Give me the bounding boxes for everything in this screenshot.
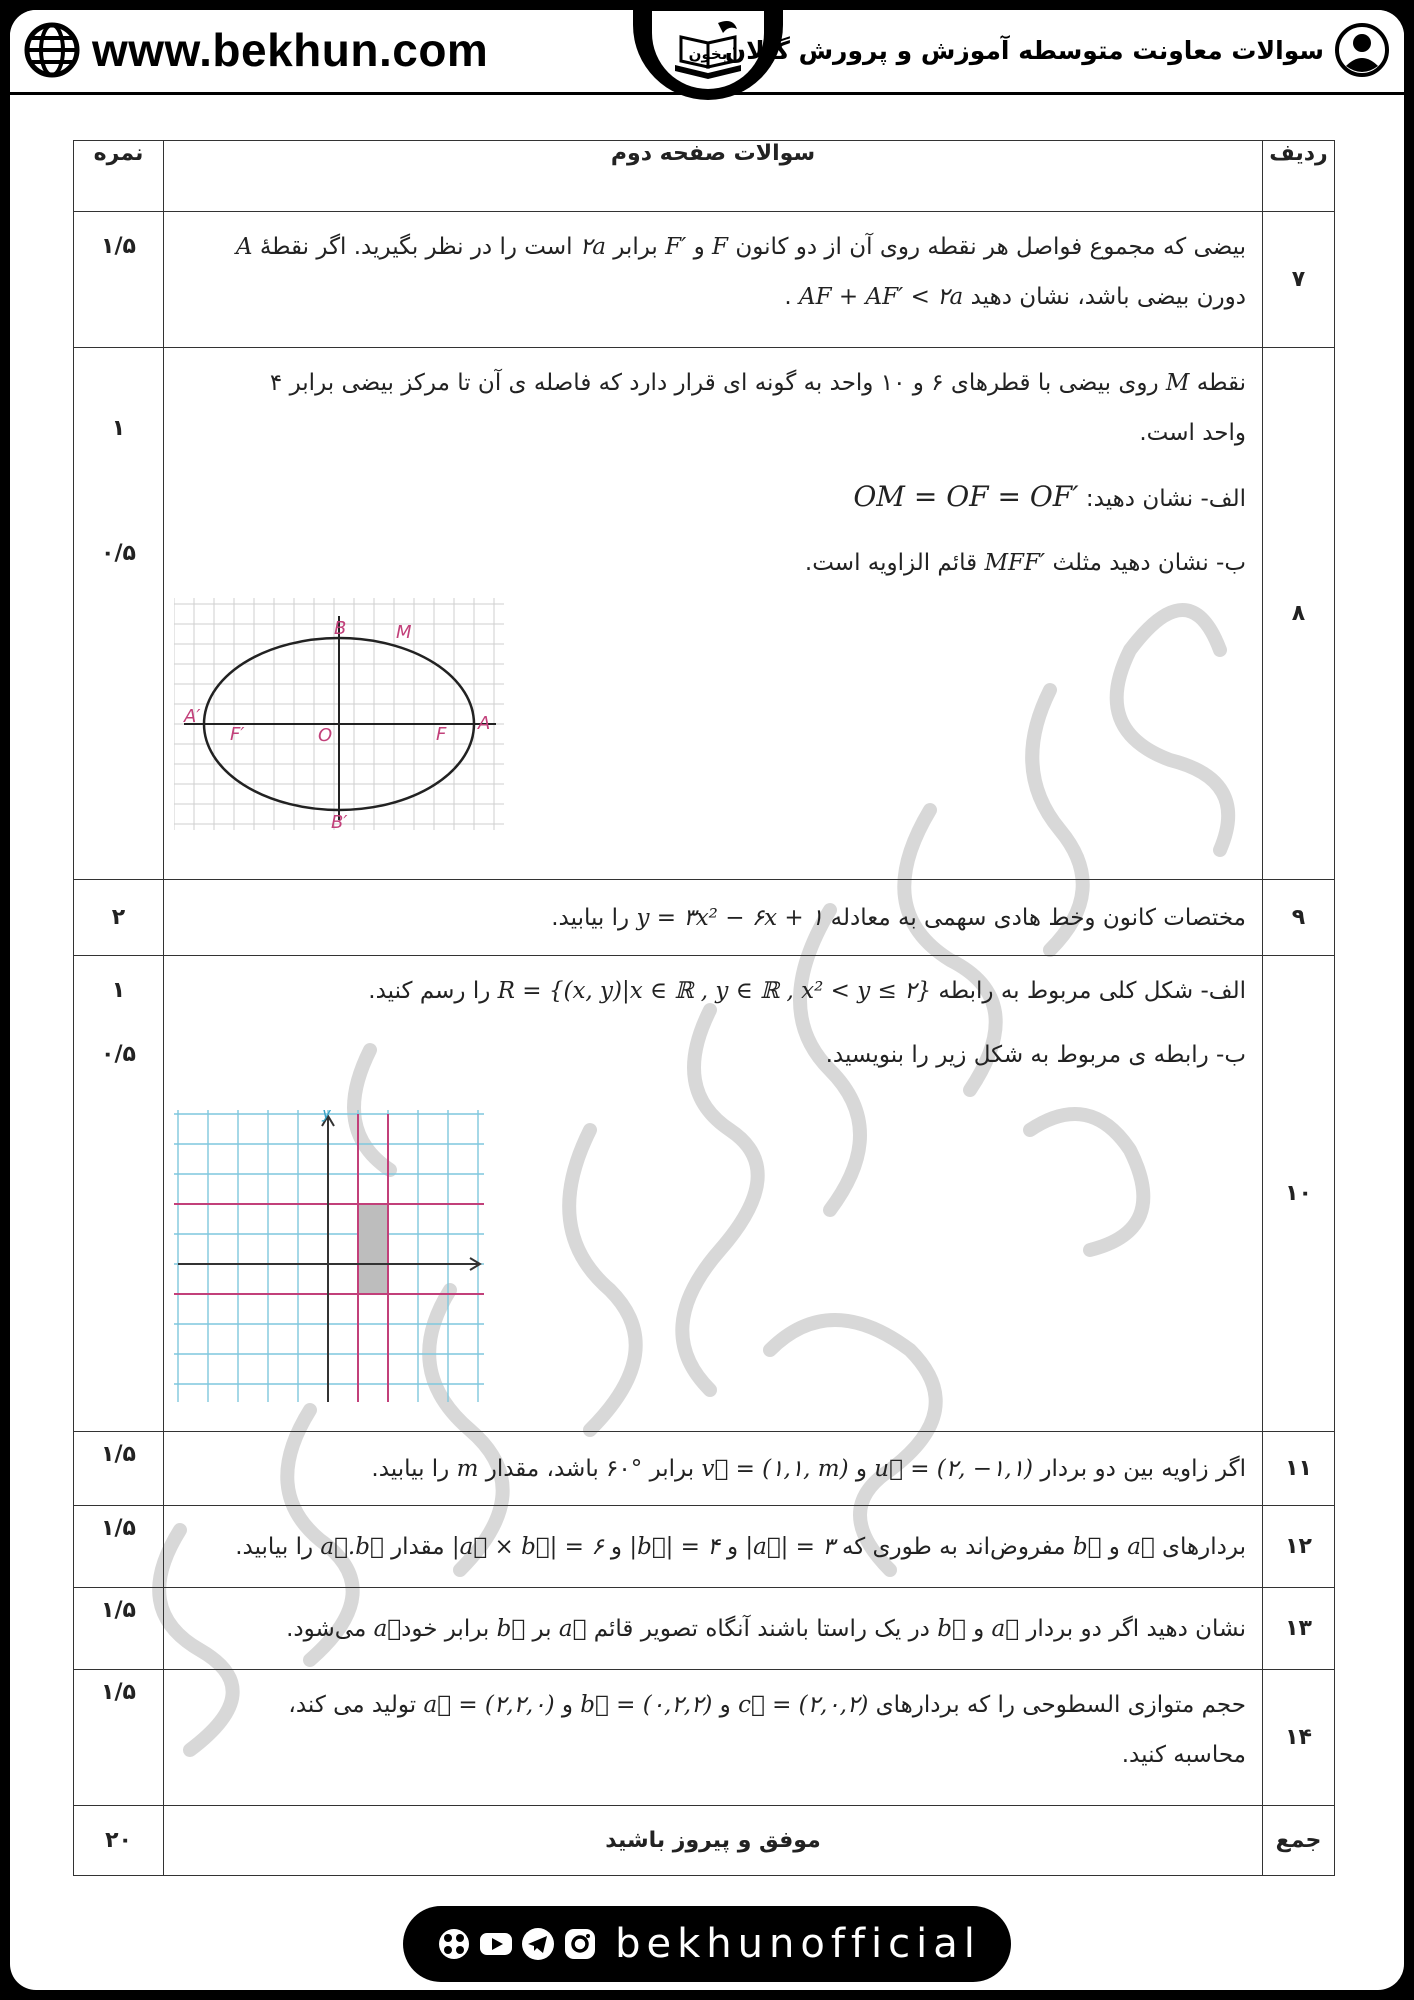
label-B: B [334, 618, 347, 639]
question-number: ۱۴ [1263, 1670, 1335, 1806]
svg-text:بخون: بخون [688, 45, 728, 63]
question-text: مختصات کانون وخط هادی سهمی به معادله y = ۳x² − ۶x + ۱ را بیابید. [164, 880, 1263, 956]
question-score: ۱/۵ [74, 1670, 164, 1806]
question-number: ۹ [1263, 880, 1335, 956]
question-text: نقطه M روی بیضی با قطرهای ۶ و ۱۰ واحد به گونه ای قرار دارد که فاصله ی آن تا مرکز بیضی برابر ۴ واحد است. الف- نشان دهید: OM = OF = OF′ ب- نشان دهید مثلث MFF′ قائم الزاویه است. B M A′ F′ O F A B′ [164, 348, 1263, 880]
question-text: بردارهای a⃗ و b⃗ مفروض‌اند به طوری که |a⃗| = ۳ و |b⃗| = ۴ و |a⃗ × b⃗| = ۶ مقدار a⃗.b⃗ را بیابید. [164, 1506, 1263, 1588]
page-header [10, 10, 1404, 95]
question-score: ۱ ۰/۵ [74, 348, 164, 880]
label-y: y [322, 1110, 332, 1122]
site-url[interactable]: www.bekhun.com [92, 24, 489, 76]
question-row-9 [74, 880, 1335, 956]
table-header-row [74, 141, 1335, 212]
question-text: نشان دهید اگر دو بردار a⃗ و b⃗ در یک راستا باشند آنگاه تصویر قائم a⃗ بر b⃗ برابر خودa⃗ می‌شود. [164, 1588, 1263, 1670]
question-score: ۲ [74, 880, 164, 956]
question-number: ۷ [1263, 212, 1335, 348]
ellipse-figure [174, 598, 504, 830]
site-link[interactable] [24, 22, 488, 78]
total-score: ۲۰ [74, 1806, 164, 1876]
question-row-11 [74, 1432, 1335, 1506]
question-text: اگر زاویه بین دو بردار u⃗ = (۲, −۱,۱) و v⃗ = (۱,۱, m) برابر °۶۰ باشد، مقدار m را بیابید. [164, 1432, 1263, 1506]
question-score: ۱ ۰/۵ [74, 956, 164, 1432]
label-A: A [478, 713, 491, 734]
question-row-14 [74, 1670, 1335, 1806]
label-B-prime: B′ [331, 812, 348, 830]
total-row [74, 1806, 1335, 1876]
question-number: ۱۳ [1263, 1588, 1335, 1670]
question-score: ۱/۵ [74, 1506, 164, 1588]
label-M: M [396, 622, 412, 643]
question-row-13 [74, 1588, 1335, 1670]
question-row-7 [74, 212, 1335, 348]
question-score: ۱/۵ [74, 1588, 164, 1670]
question-text: حجم متوازی السطوحی را که بردارهای c⃗ = (۲,۰,۲) و b⃗ = (۰,۲,۲) و a⃗ = (۲,۲,۰) تولید می کند، محاسبه کنید. [164, 1670, 1263, 1806]
question-row-12 [74, 1506, 1335, 1588]
header-question: سوالات صفحه دوم [164, 141, 1263, 212]
exam-table [73, 140, 1335, 1876]
question-number: ۱۰ [1263, 956, 1335, 1432]
aparat-icon[interactable] [436, 1926, 472, 1962]
question-number: ۸ [1263, 348, 1335, 880]
label-O: O [318, 725, 333, 746]
question-score: ۱/۵ [74, 212, 164, 348]
question-text: بیضی که مجموع فواصل هر نقطه روی آن از دو کانون F و F′ برابر ۲a است را در نظر بگیرید. اگر نقطهٔ A دورن بیضی باشد، نشان دهید AF + AF′ < ۲a . [164, 212, 1263, 348]
exam-page [10, 10, 1404, 1990]
label-F-prime: F′ [230, 724, 245, 745]
total-label: جمع [1263, 1806, 1335, 1876]
question-score: ۱/۵ [74, 1432, 164, 1506]
user-icon [1334, 22, 1390, 78]
label-F: F [436, 724, 447, 745]
instagram-icon[interactable] [562, 1926, 598, 1962]
question-number: ۱۲ [1263, 1506, 1335, 1588]
question-row-10 [74, 956, 1335, 1432]
question-row-8 [74, 348, 1335, 880]
telegram-icon[interactable] [520, 1926, 556, 1962]
globe-icon [24, 22, 80, 78]
shaded-region [358, 1204, 388, 1294]
header-title: سوالات معاونت متوسطه آموزش و پرورش گیلان [724, 35, 1324, 65]
label-A-prime: A′ [184, 706, 201, 727]
youtube-icon[interactable] [478, 1926, 514, 1962]
social-handle[interactable]: bekhunofficial [615, 1921, 981, 1967]
closing-message: موفق و پیروز باشید [164, 1806, 1263, 1876]
question-number: ۱۱ [1263, 1432, 1335, 1506]
header-row-number: ردیف [1263, 141, 1335, 212]
header-title-group [725, 22, 1390, 78]
question-text: الف- شکل کلی مربوط به رابطه R = {(x, y)|x ∈ ℝ , y ∈ ℝ , x² < y ≤ ۲} را رسم کنید. ب- رابطه ی مربوط به شکل زیر را بنویسید. y [164, 956, 1263, 1432]
social-footer [403, 1906, 1011, 1982]
region-figure [174, 1110, 484, 1402]
header-score: نمره [74, 141, 164, 212]
